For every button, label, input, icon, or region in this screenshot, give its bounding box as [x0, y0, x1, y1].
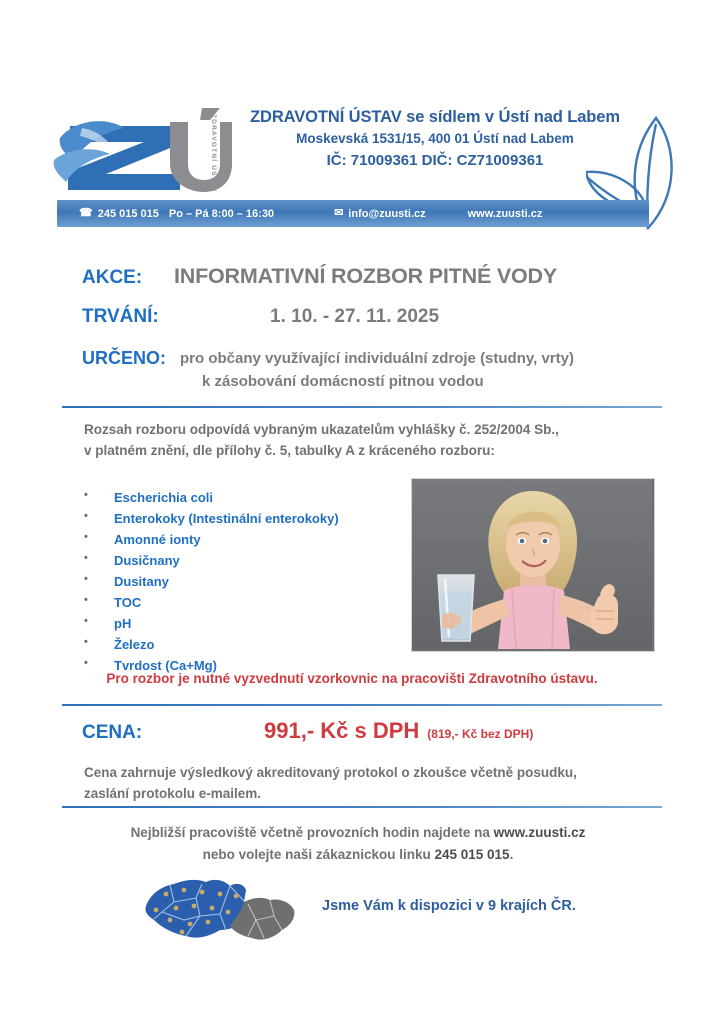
urceno-label: URČENO:: [82, 348, 166, 368]
trvani-value: 1. 10. - 27. 11. 2025: [270, 306, 440, 327]
sampling-notice: Pro rozbor je nutné vyzvednutí vzorkovnic na pracovišti Zdravotního ústavu.: [106, 671, 598, 686]
urceno-line-2: k zásobování domácností pitnou vodou: [202, 372, 484, 390]
workplace-line-2-post: .: [509, 846, 514, 862]
list-item: • Dusitany: [82, 571, 392, 592]
list-item: • Dusičnany: [82, 550, 392, 571]
contact-hours-label: Po – Pá 8:00 – 16:30: [168, 207, 275, 220]
workplace-line-2-pre: nebo volejte naši zákaznickou linku: [202, 846, 435, 862]
urceno-row: [82, 348, 662, 393]
organization-block: [225, 106, 645, 172]
workplace-website[interactable]: www.zuusti.cz: [493, 825, 586, 840]
price-label: CENA:: [82, 722, 143, 743]
contact-hours: [169, 208, 274, 220]
price-note: [84, 763, 659, 805]
urceno-line-1: pro občany využívající individuální zdroje (studny, vrty): [180, 350, 574, 367]
price-note-line-1: Cena zahrnuje výsledkový akreditovaný protokol o zkoušce včetně posudku,: [84, 765, 577, 780]
envelope-icon: ✉: [334, 207, 344, 219]
workplace-info: [0, 822, 724, 865]
price-without-vat: (819,- Kč bez DPH): [427, 727, 534, 741]
scope-line-1: Rozsah rozboru odpovídá vybraným ukazatelům vyhlášky č. 252/2004 Sb.,: [84, 422, 559, 437]
girl-with-water-photo: [411, 478, 655, 652]
price-with-vat: 991,- Kč s DPH: [264, 718, 420, 743]
price-note-line-2: zaslání protokolu e-mailem.: [84, 785, 262, 801]
organization-address: Moskevská 1531/15, 400 01 Ústí nad Labem: [296, 131, 574, 147]
workplace-line-1-pre: Nejbližší pracoviště včetně provozních hodin najdete na: [130, 825, 494, 840]
czech-republic-map: [140, 872, 300, 950]
list-item: • pH: [82, 613, 392, 634]
contact-phone-label: 245 015 015: [97, 207, 159, 220]
urceno-value: [180, 348, 574, 393]
contact-website[interactable]: [468, 208, 543, 220]
list-item: • TOC: [82, 592, 392, 613]
price-row: [82, 718, 533, 744]
coverage-tagline: Jsme Vám k dispozici v 9 krajích ČR.: [322, 898, 576, 914]
workplace-phone[interactable]: 245 015 015: [434, 846, 510, 862]
contact-email-label: info@zuusti.cz: [348, 207, 426, 220]
akce-row: [82, 264, 662, 289]
divider-footer: [62, 806, 662, 808]
trvani-row: [82, 306, 662, 328]
organization-name: ZDRAVOTNÍ ÚSTAV se sídlem v Ústí nad Labem: [250, 108, 620, 126]
zu-logo: [52, 104, 232, 196]
logo-vertical-text: ZDRAVOTNÍ ÚSTAV: [210, 114, 217, 193]
phone-icon: ☎: [79, 207, 93, 219]
contact-email[interactable]: [334, 208, 426, 220]
contact-phone[interactable]: [79, 208, 159, 220]
scope-line-2: v platném znění, dle přílohy č. 5, tabulky A z kráceného rozboru:: [84, 442, 495, 458]
list-item: • Tvrdost (Ca+Mg): [82, 655, 392, 676]
header: [0, 98, 724, 198]
akce-value: INFORMATIVNÍ ROZBOR PITNÉ VODY: [174, 264, 557, 288]
list-item: • Escherichia coli: [82, 487, 392, 508]
scope-paragraph: [84, 420, 659, 462]
divider-top: [62, 406, 662, 408]
organization-ids: IČ: 71009361 DIČ: CZ71009361: [326, 151, 544, 169]
list-item: • Amonné ionty: [82, 529, 392, 550]
list-item: • Enterokoky (Intestinální enterokoky): [82, 508, 392, 529]
list-item: • Železo: [82, 634, 392, 655]
trvani-label: TRVÁNÍ:: [82, 306, 159, 327]
divider-price: [62, 704, 662, 706]
contact-bar: [57, 200, 649, 227]
akce-label: AKCE:: [82, 267, 143, 288]
parameter-list: [82, 487, 392, 676]
contact-website-label: www.zuusti.cz: [467, 207, 543, 220]
